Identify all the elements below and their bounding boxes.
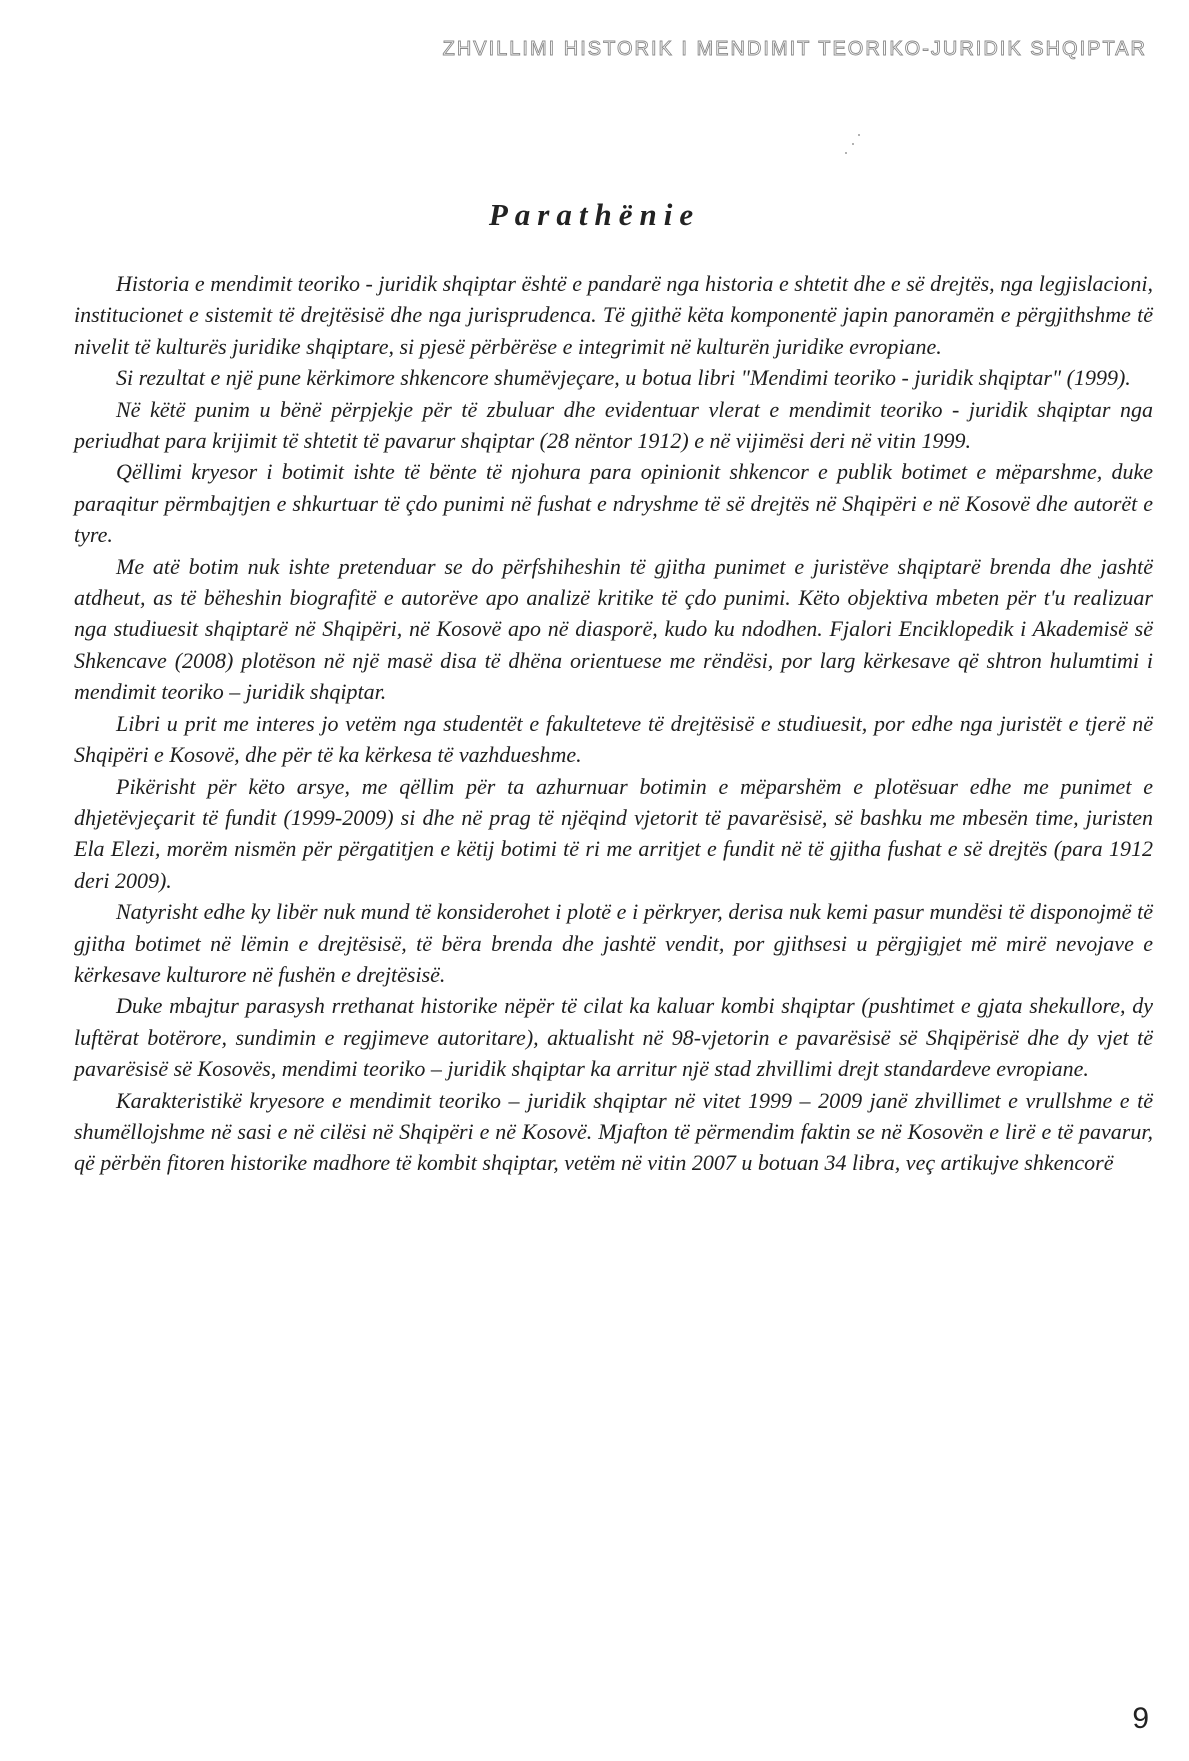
- running-header: ZHVILLIMI HISTORIK I MENDIMIT TEORIKO-JURIDIK SHQIPTAR: [442, 38, 1147, 60]
- paragraph-10: Karakteristikë kryesore e mendimit teoriko – juridik shqiptar në vitet 1999 – 2009 janë zhvillimet e vrullshme e të shumëllojshme në sasi e në cilësi në Shqipëri e në Kosovë. Mjafton të përmendim faktin se në Kosovën e lirë e të pavarur, që përbën fitoren historike madhore të kombit shqiptar, vetëm në vitin 2007 u botuan 34 libra, veç artikujve shkencorë: [74, 1087, 1153, 1176]
- paragraph-6: Libri u prit me interes jo vetëm nga studentët e fakulteteve të drejtësisë e studiuesit, por edhe nga juristët e tjerë në Shqipëri e Kosovë, dhe për të ka kërkesa të vazhdueshme.: [74, 710, 1153, 768]
- paragraph-3: Në këtë punim u bënë përpjekje për të zbuluar dhe evidentuar vlerat e mendimit teoriko - juridik shqiptar nga periudhat para krijimit të shtetit të pavarur shqiptar (28 nëntor 1912) e në vijimësi deri në vitin 1999.: [74, 396, 1153, 454]
- scan-speck: [858, 134, 860, 136]
- page-number: 9: [1132, 1702, 1149, 1735]
- paragraph-1: Historia e mendimit teoriko - juridik shqiptar është e pandarë nga historia e shtetit dhe e së drejtës, nga legjislacioni, institucionet e sistemit të drejtësisë dhe nga jurisprudenca. Të gjithë këta komponentë japin panoramën e përgjithshme të nivelit të kulturës juridike shqiptare, si pjesë përbërëse e integrimit në kulturën juridike evropiane.: [74, 271, 1153, 359]
- section-title: Parathënie: [488, 196, 701, 232]
- paragraph-5: Me atë botim nuk ishte pretenduar se do përfshiheshin të gjitha punimet e juristëve shqiptarë brenda dhe jashtë atdheut, as të bëheshin biografitë e autorëve apo analizë kritike të çdo punimi. Këto objektiva mbeten për t'u realizuar nga studiuesit shqiptarë në Shqipëri, në Kosovë apo në diasporë, kudo ku ndodhen. Fjalori Enciklopedik i Akademisë së Shkencave (2008) plotëson në një masë disa të dhëna orientuese me rëndësi, por larg kërkesave që shtron hulumtimi i mendimit teoriko – juridik shqiptar.: [74, 553, 1153, 705]
- paragraph-7: Pikërisht për këto arsye, me qëllim për ta azhurnuar botimin e mëparshëm e plotësuar edhe me punimet e dhjetëvjeçarit të fundit (1999-2009) si dhe në prag të njëqind vjetorit të pavarësisë, së bashku me mbesën time, juristen Ela Elezi, morëm nismën për përgatitjen e këtij botimi të ri me arritjet e fundit në të gjitha fushat e së drejtës (para 1912 deri 2009).: [74, 773, 1153, 893]
- paragraph-2: Si rezultat e një pune kërkimore shkencore shumëvjeçare, u botua libri "Mendimi teoriko - juridik shqiptar" (1999).: [116, 365, 1131, 391]
- scan-speck: [852, 143, 854, 145]
- scan-speck: [845, 152, 847, 154]
- paragraph-8: Natyrisht edhe ky libër nuk mund të konsiderohet i plotë e i përkryer, derisa nuk kemi pasur mundësi të disponojmë të gjitha botimet në lëmin e drejtësisë, të bëra brenda dhe jashtë vendit, por gjithsesi u përgjigjet më mirë nevojave e kërkesave kulturore në fushën e drejtësisë.: [74, 899, 1153, 987]
- preface-body: [74, 268, 1153, 1179]
- paragraph-4: Qëllimi kryesor i botimit ishte të bënte të njohura para opinionit shkencor e publik botimet e mëparshme, duke paraqitur përmbajtjen e shkurtuar të çdo punimi në fushat e ndryshme të së drejtës në Shqipëri e në Kosovë dhe autorët e tyre.: [74, 459, 1153, 548]
- paragraph-9: Duke mbajtur parasysh rrethanat historike nëpër të cilat ka kaluar kombi shqiptar (pushtimet e gjata shekullore, dy luftërat botërore, sundimin e regjimeve autoritare), aktualisht në 98-vjetorin e pavarësisë së Shqipërisë dhe dy vjet të pavarësisë së Kosovës, mendimi teoriko – juridik shqiptar ka arritur një stad zhvillimi drejt standardeve evropiane.: [74, 993, 1153, 1082]
